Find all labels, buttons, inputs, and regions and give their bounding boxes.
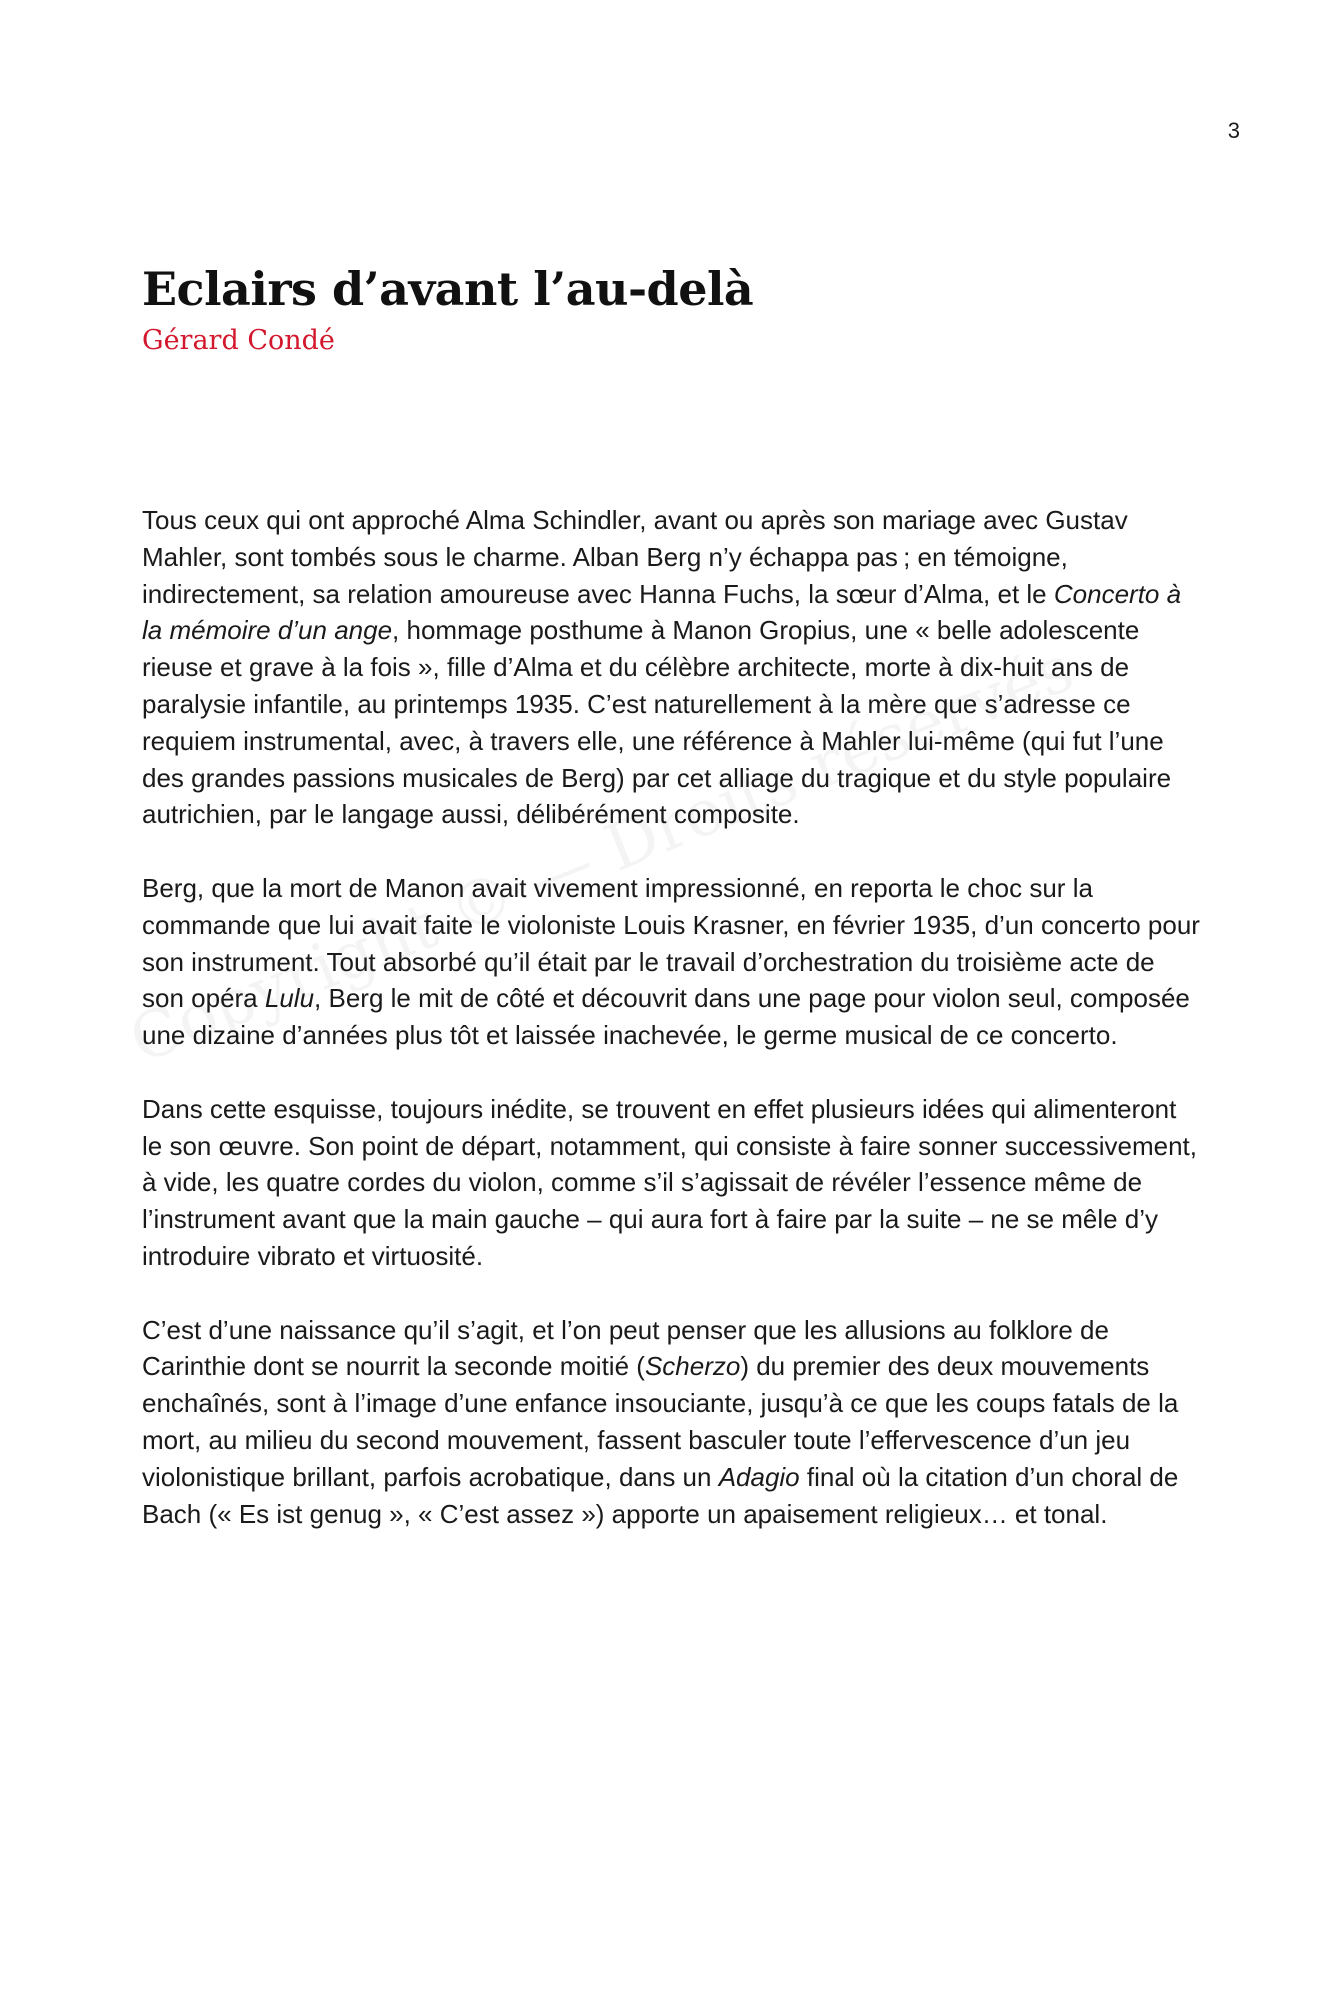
paragraph xyxy=(142,870,1202,1054)
text-run: Dans cette esquisse, toujours inédite, se trouvent en effet plusieurs idées qui alimenteront le son œuvre. Son point de départ, notamment, qui consiste à faire sonner successivement, à vide, les quatre cordes du violon, comme s’il s’agissait de révéler l’essence même de l’instrument avant que la main gauche – qui aura fort à faire par la suite – ne se mêle d’y introduire vibrato et virtuosité. xyxy=(142,1093,1197,1271)
article-title: Eclairs d’avant l’au-delà xyxy=(142,262,754,316)
article-header xyxy=(142,262,1192,356)
italic-text: Concerto à la mémoire d’un ange xyxy=(142,578,1182,646)
article-author: Gérard Condé xyxy=(142,325,335,357)
italic-text: Adagio xyxy=(718,1461,800,1492)
paragraph xyxy=(142,1312,1202,1533)
page-number: 3 xyxy=(1227,118,1240,143)
text-run: , hommage posthume à Manon Gropius, une « belle adolescente rieuse et grave à la fois », fille d’Alma et du célèbre architecte, morte à dix-huit ans de paralysie infantile, au printemps 1935. C’est naturellement à la mère que s’adresse ce requiem instrumental, avec, à travers elle, une référence à Mahler lui-même (qui fut l’une des grandes passions musicales de Berg) par cet alliage du tragique et du style populaire autrichien, par le langage aussi, délibérément composite. xyxy=(142,615,1172,830)
italic-text: Lulu xyxy=(264,983,315,1014)
text-run: , Berg le mit de côté et découvrit dans une page pour violon seul, composée une dizaine d’années plus tôt et laissée inachevée, le germe musical de ce concerto. xyxy=(142,983,1190,1051)
text-run: Berg, que la mort de Manon avait vivement impressionné, en reporta le choc sur la commande que lui avait faite le violoniste Louis Krasner, en février 1935, d’un concerto pour son instrument. Tout absorbé qu’il était par le travail d’orchestration du troisième acte de son opéra xyxy=(142,872,1200,1014)
paragraph xyxy=(142,502,1202,833)
article-body xyxy=(142,502,1202,1569)
text-run: C’est d’une naissance qu’il s’agit, et l’on peut penser que les allusions au folklore de Carinthie dont se nourrit la seconde moitié ( xyxy=(142,1314,1109,1382)
italic-text: Scherzo xyxy=(644,1351,741,1382)
text-run: final où la citation d’un choral de Bach (« Es ist genug », « C’est assez ») apporte un apaisement religieux… et tonal. xyxy=(142,1461,1179,1529)
text-run: Tous ceux qui ont approché Alma Schindler, avant ou après son mariage avec Gustav Mahler, sont tombés sous le charme. Alban Berg n’y échappa pas ; en témoigne, indirectement, sa relation amoureuse avec Hanna Fuchs, la sœur d’Alma, et le xyxy=(142,505,1128,609)
text-run: ) du premier des deux mouvements enchaînés, sont à l’image d’une enfance insouciante, jusqu’à ce que les coups fatals de la mort, au milieu du second mouvement, fassent basculer toute l’effervescence d’un jeu violonistique brillant, parfois acrobatique, dans un xyxy=(142,1351,1179,1492)
paragraph xyxy=(142,1091,1202,1275)
